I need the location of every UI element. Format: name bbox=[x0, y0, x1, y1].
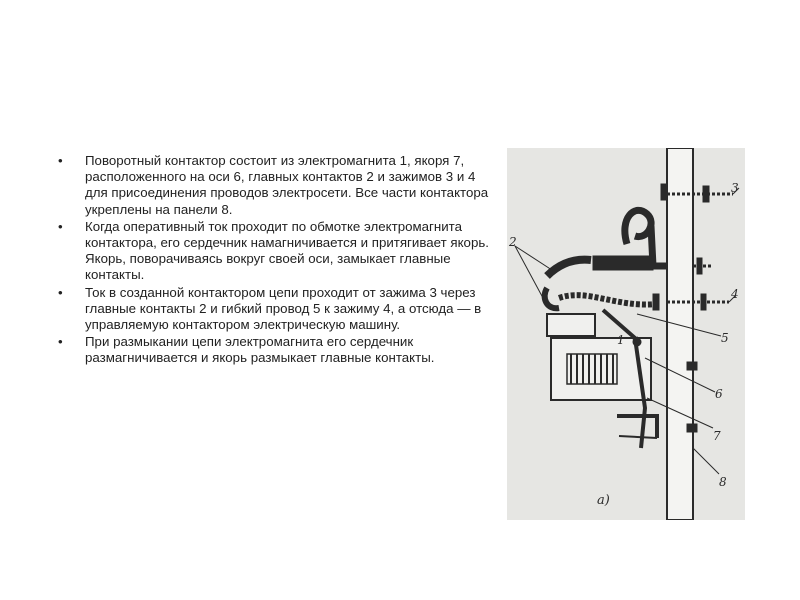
label-7: 7 bbox=[713, 429, 721, 443]
bullet-marker: • bbox=[58, 284, 63, 300]
bullet-marker: • bbox=[58, 334, 63, 350]
contactor-drawing bbox=[507, 148, 745, 520]
label-8: 8 bbox=[719, 475, 727, 489]
mounting-panel bbox=[667, 148, 693, 520]
label-1: 1 bbox=[617, 333, 625, 347]
bullet-item bbox=[58, 285, 494, 334]
bullet-text-opening: При размыкании цепи электромагнита его сердечник размагничивается и якорь размыкает главные контакты. bbox=[85, 334, 435, 366]
bullet-marker: • bbox=[58, 153, 63, 168]
flexible-wire bbox=[559, 295, 657, 304]
figure-caption: а) bbox=[597, 493, 610, 508]
label-2: 2 bbox=[509, 235, 517, 249]
bullet-text-current-path: Ток в созданной контактором цепи проходит от зажима 3 через главные контакты 2 и гибкий провод 5 к зажиму 4, а отсюда — в управляемую контактором электрическую машину. bbox=[85, 284, 482, 333]
electromagnet bbox=[547, 314, 651, 400]
bullet-item bbox=[58, 153, 494, 218]
contactor-diagram bbox=[507, 148, 745, 520]
bullet-list bbox=[58, 153, 494, 368]
label-4: 4 bbox=[731, 287, 739, 301]
label-3: 3 bbox=[731, 181, 739, 195]
bullet-item bbox=[58, 219, 494, 284]
label-6: 6 bbox=[715, 387, 723, 401]
label-5: 5 bbox=[721, 331, 729, 345]
bullet-item bbox=[58, 334, 494, 366]
bullet-text-operation: Когда оперативный ток проходит по обмотке электромагнита контактора, его сердечник намагничивается и притягивает якорь. Якорь, поворачиваясь вокруг своей оси, замыкает главные контакты. bbox=[85, 218, 489, 283]
bullet-text-construction: Поворотный контактор состоит из электромагнита 1, якоря 7, расположенного на оси 6, главных контактов 2 и зажимов 3 и 4 для присоединения проводов электросети. Все части контактора укреплены на панели 8. bbox=[85, 153, 489, 217]
bullet-marker: • bbox=[58, 218, 63, 234]
